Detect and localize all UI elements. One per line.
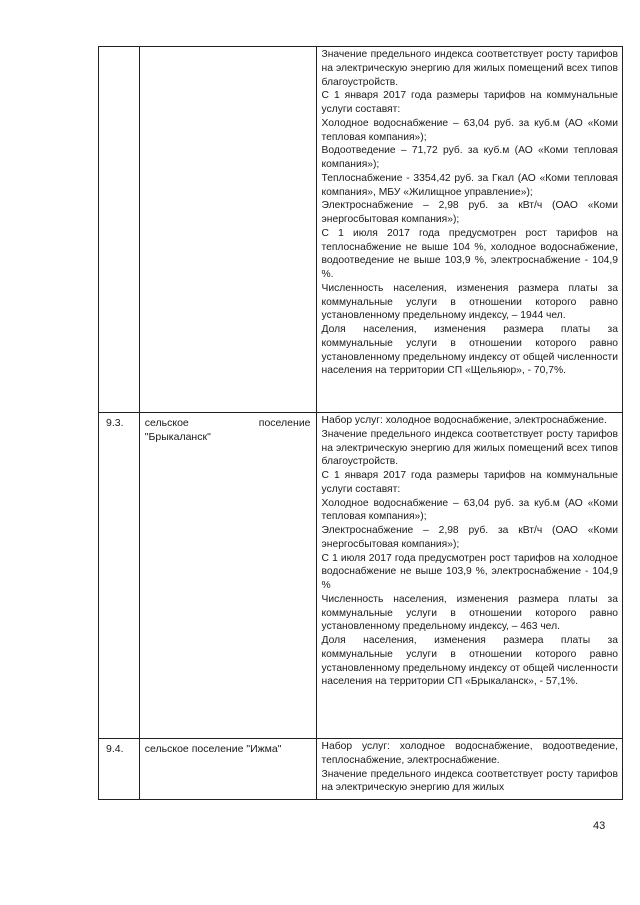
description-cell xyxy=(316,413,622,739)
settlement-name-cell xyxy=(139,739,316,800)
table-row xyxy=(99,739,623,800)
tariff-table xyxy=(98,46,623,800)
row-number: 9.4. xyxy=(106,743,124,755)
description-paragraph: С 1 июля 2017 года предусмотрен рост тарифов на теплоснабжение не выше 104 %, холодное водоснабжение, водоотведение не выше 103,9 %, электроснабжение - 104,9 %. xyxy=(321,227,618,280)
description-paragraph: Набор услуг: холодное водоснабжение, электроснабжение. xyxy=(321,415,607,426)
settlement-name: сельское поселение "Брыкаланск" xyxy=(144,417,311,443)
description-paragraph: Значение предельного индекса соответствует росту тарифов на электрическую энергию для жилых помещений всех типов благоустройств. xyxy=(321,428,618,468)
row-number-cell xyxy=(99,47,140,413)
description-paragraph: Набор услуг: холодное водоснабжение, водоотведение, теплоснабжение, электроснабжение. xyxy=(321,741,618,766)
description-paragraph: С 1 июля 2017 года предусмотрен рост тарифов на холодное водоснабжение не выше 103,9 %, электроснабжение - 104,9 % xyxy=(321,552,618,591)
description-cell xyxy=(316,47,622,413)
description-paragraph: С 1 января 2017 года размеры тарифов на коммунальные услуги составят: xyxy=(321,470,618,495)
description-cell xyxy=(316,739,622,800)
description-paragraph: Значение предельного индекса соответствует росту тарифов на электрическую энергию для жилых xyxy=(321,768,618,794)
page-number: 43 xyxy=(593,820,606,832)
table-row xyxy=(99,47,623,413)
description-paragraph: Доля населения, изменения размера платы за коммунальные услуги в отношении которого равно установленному предельному индексу от общей численности населения на территории СП «Щельяюр», - 70,7%. xyxy=(321,324,618,377)
table-row xyxy=(99,413,623,739)
settlement-name xyxy=(140,47,316,50)
row-number-cell xyxy=(99,413,140,739)
settlement-name-cell xyxy=(139,47,316,413)
settlement-name: сельское поселение "Ижма" xyxy=(144,743,282,755)
description-paragraph: Численность населения, изменения размера платы за коммунальные услуги в отношении которого равно установленному предельному индексу, – 463 чел. xyxy=(321,593,618,633)
description-paragraph: Холодное водоснабжение – 63,04 руб. за куб.м (АО «Коми тепловая компания»); xyxy=(321,497,618,523)
description-paragraph: Численность населения, изменения размера платы за коммунальные услуги в отношении которого равно установленному предельному индексу, – 1944 чел. xyxy=(321,282,618,322)
settlement-name-cell xyxy=(139,413,316,739)
description-paragraph: Холодное водоснабжение – 63,04 руб. за куб.м (АО «Коми тепловая компания»); xyxy=(321,117,618,143)
row-number: 9.3. xyxy=(106,417,124,429)
description-paragraph: Теплоснабжение - 3354,42 руб. за Гкал (АО «Коми тепловая компания», МБУ «Жилищное управление»); xyxy=(321,172,618,198)
description-paragraph: Водоотведение – 71,72 руб. за куб.м (АО «Коми тепловая компания»); xyxy=(321,145,618,170)
description-paragraph: Доля населения, изменения размера платы за коммунальные услуги в отношении которого равно установленному предельному индексу от общей численности населения на территории СП «Брыкаланск», - 57,1%. xyxy=(321,635,618,688)
description-paragraph: С 1 января 2017 года размеры тарифов на коммунальные услуги составят: xyxy=(321,90,618,115)
description-paragraph: Электроснабжение – 2,98 руб. за кВт/ч (ОАО «Коми энергосбытовая компания»); xyxy=(321,525,618,550)
row-number-cell xyxy=(99,739,140,800)
description-paragraph: Значение предельного индекса соответствует росту тарифов на электрическую энергию для жилых помещений всех типов благоустройств. xyxy=(321,49,618,88)
description-paragraph: Электроснабжение – 2,98 руб. за кВт/ч (ОАО «Коми энергосбытовая компания»); xyxy=(321,200,618,225)
row-number xyxy=(99,47,139,50)
